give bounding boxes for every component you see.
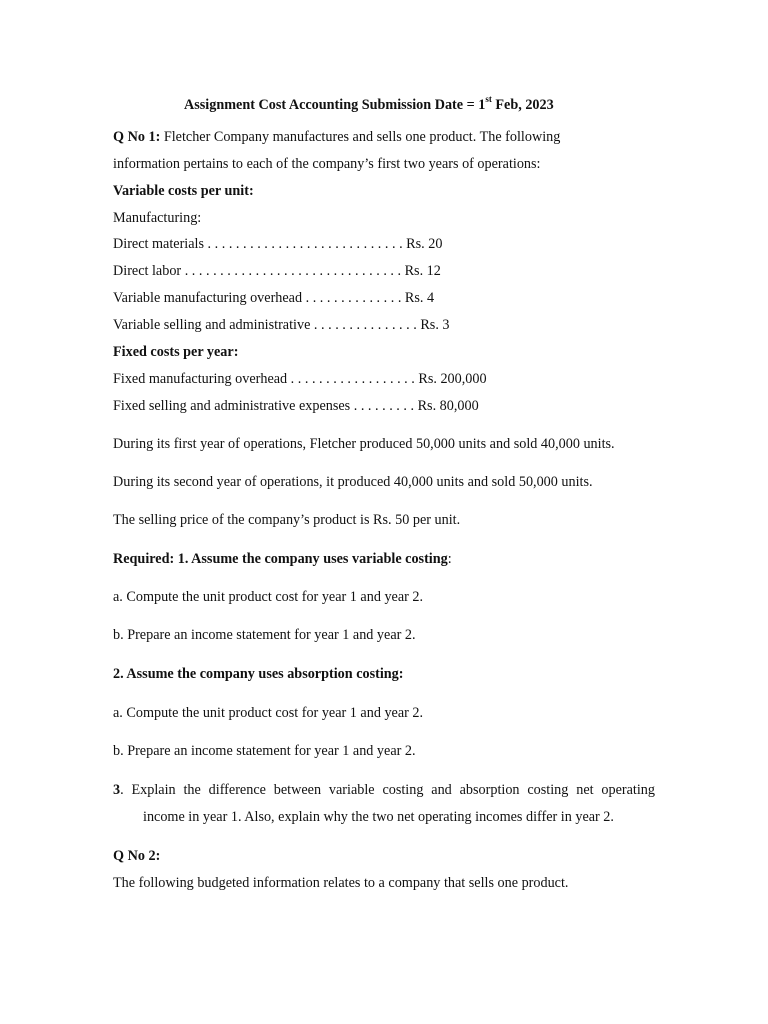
year2-operations: During its second year of operations, it produced 40,000 units and sold 50,000 units. xyxy=(113,474,593,490)
selling-price: The selling price of the company’s product is Rs. 50 per unit. xyxy=(113,512,461,528)
cost-line-variable-mfg-overhead: Variable manufacturing overhead . . . . . . . . . . . . . . Rs. 4 xyxy=(113,290,435,306)
fixed-line-mfg-overhead: Fixed manufacturing overhead . . . . . . . . . . . . . . . . . . Rs. 200,000 xyxy=(113,371,487,387)
fixed-line-selling-admin: Fixed selling and administrative expenses . . . . . . . . . Rs. 80,000 xyxy=(113,398,479,414)
document-title: Assignment Cost Accounting Submission Date = 1st Feb, 2023 xyxy=(184,94,554,113)
q1-intro-line-2: information pertains to each of the company’s first two years of operations: xyxy=(113,156,541,172)
required-1a: a. Compute the unit product cost for year 1 and year 2. xyxy=(113,589,424,605)
q2-label: Q No 2: xyxy=(113,848,161,864)
required-1-heading: Required: 1. Assume the company uses variable costing: xyxy=(113,551,452,567)
fixed-costs-heading: Fixed costs per year: xyxy=(113,344,239,360)
year1-operations: During its first year of operations, Fletcher produced 50,000 units and sold 40,000 units. xyxy=(113,436,615,452)
variable-costs-heading: Variable costs per unit: xyxy=(113,183,254,199)
q1-label: Q No 1: xyxy=(113,129,161,145)
q1-intro-line-1: Q No 1: Fletcher Company manufactures and sells one product. The following xyxy=(113,129,561,145)
manufacturing-label: Manufacturing: xyxy=(113,210,202,226)
cost-line-direct-labor: Direct labor . . . . . . . . . . . . . . . . . . . . . . . . . . . . . . . Rs. 12 xyxy=(113,263,441,279)
required-2b: b. Prepare an income statement for year 1 and year 2. xyxy=(113,743,416,759)
required-3-line-1: 3. Explain the difference between variable costing and absorption costing net operating xyxy=(113,782,655,798)
required-3-line-2: income in year 1. Also, explain why the two net operating incomes differ in year 2. xyxy=(143,809,614,825)
required-1b: b. Prepare an income statement for year 1 and year 2. xyxy=(113,627,416,643)
cost-line-direct-materials: Direct materials . . . . . . . . . . . . . . . . . . . . . . . . . . . . Rs. 20 xyxy=(113,236,443,252)
title-superscript: st xyxy=(485,94,492,105)
q2-intro: The following budgeted information relates to a company that sells one product. xyxy=(113,875,569,891)
required-2-heading: 2. Assume the company uses absorption costing: xyxy=(113,666,404,682)
required-2a: a. Compute the unit product cost for year 1 and year 2. xyxy=(113,705,424,721)
cost-line-variable-selling: Variable selling and administrative . . . . . . . . . . . . . . . Rs. 3 xyxy=(113,317,450,333)
